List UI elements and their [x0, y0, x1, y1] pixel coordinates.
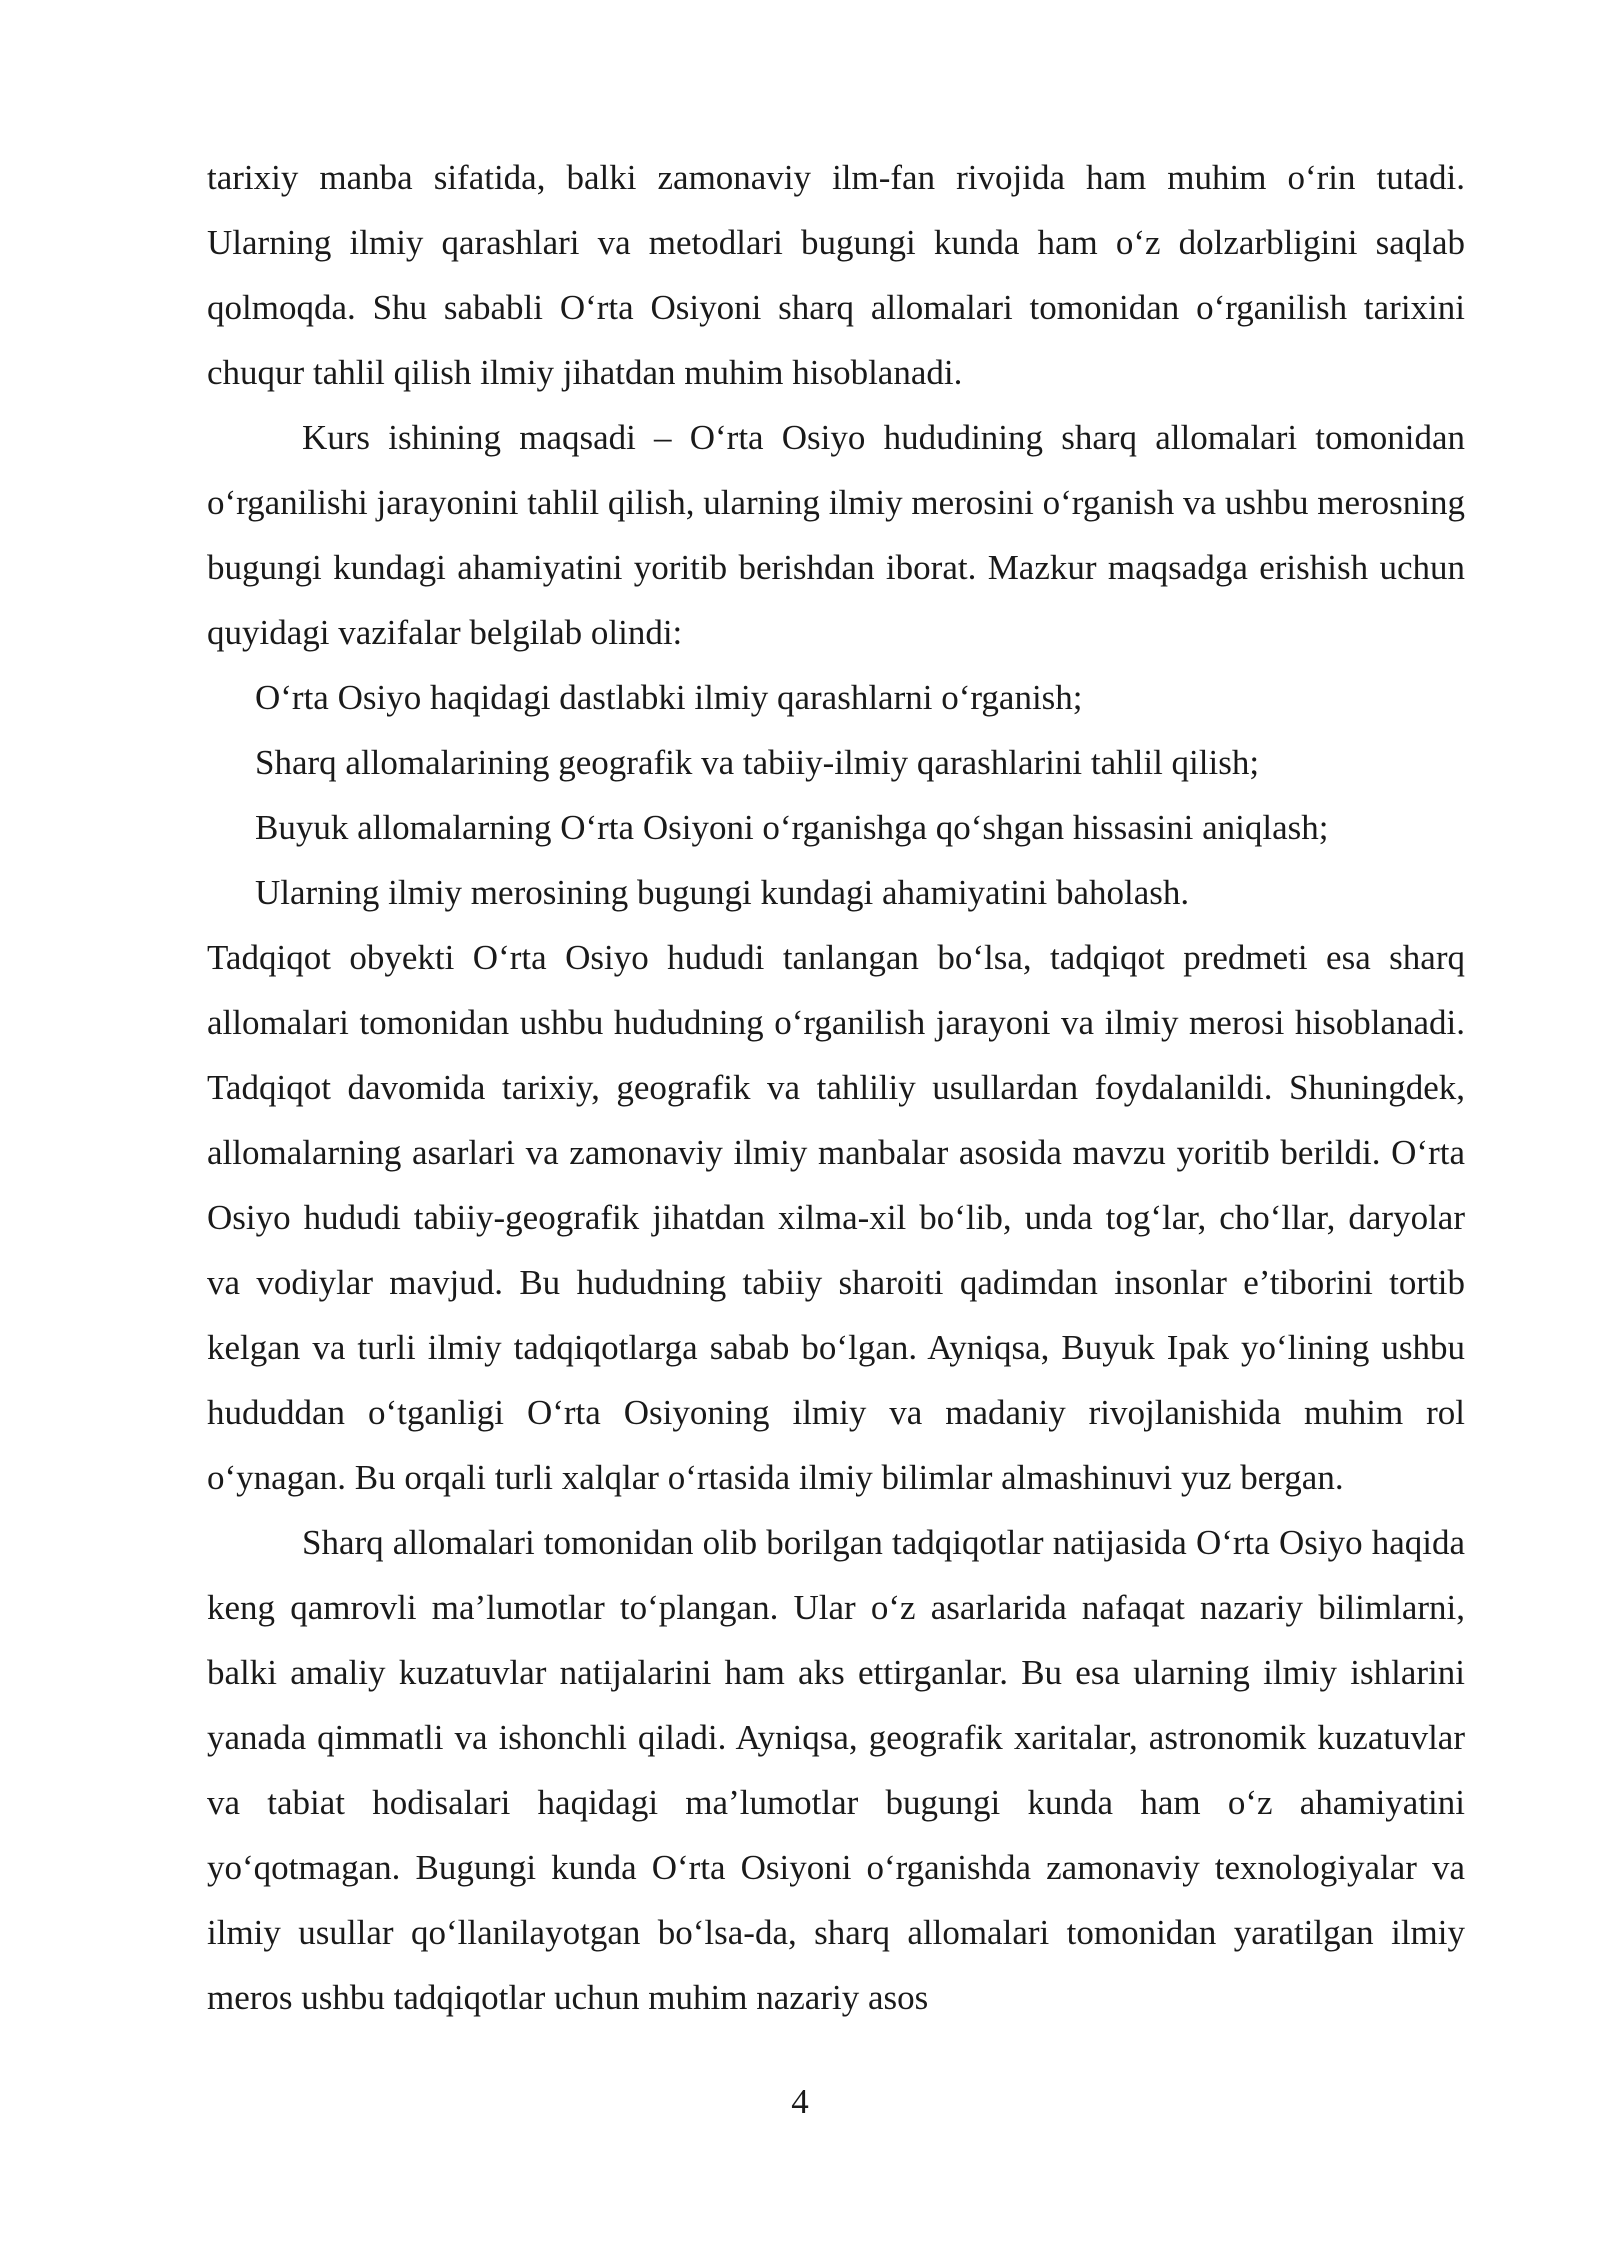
task-list-item: Ularning ilmiy merosining bugungi kundagi ahamiyatini baholash. [255, 873, 1190, 912]
task-list-item: Sharq allomalarining geografik va tabiiy-ilmiy qarashlarini tahlil qilish; [255, 743, 1260, 782]
page-number: 4 [791, 2082, 809, 2121]
task-list-item: O‘rta Osiyo haqidagi dastlabki ilmiy qarashlarni o‘rganish; [255, 678, 1083, 717]
paragraph-purpose: Kurs ishining maqsadi – O‘rta Osiyo hududining sharq allomalari tomonidan o‘rganilishi jarayonini tahlil qilish, ularning ilmiy merosini o‘rganish va ushbu merosning bugungi kundagi ahamiyatini yoritib berishdan iborat. Mazkur maqsadga erishish uchun quyidagi vazifalar belgilab olindi: [207, 418, 1465, 652]
paragraph-research-results: Sharq allomalari tomonidan olib borilgan tadqiqotlar natijasida O‘rta Osiyo haqida keng qamrovli ma’lumotlar to‘plangan. Ular o‘z asarlarida nafaqat nazariy bilimlarni, balki amaliy kuzatuvlar natijalarini ham aks ettirganlar. Bu esa ularning ilmiy ishlarini yanada qimmatli va ishonchli qiladi. Ayniqsa, geografik xaritalar, astronomik kuzatuvlar va tabiat hodisalari haqidagi ma’lumotlar bugungi kunda ham o‘z ahamiyatini yo‘qotmagan. Bugungi kunda O‘rta Osiyoni o‘rganishda zamonaviy texnologiyalar va ilmiy usullar qo‘llanilayotgan bo‘lsa-da, sharq allomalari tomonidan yaratilgan ilmiy meros ushbu tadqiqotlar uchun muhim nazariy asos [207, 1523, 1465, 2017]
paragraph-continuation: tarixiy manba sifatida, balki zamonaviy ilm-fan rivojida ham muhim o‘rin tutadi. Ularning ilmiy qarashlari va metodlari bugungi kunda ham o‘z dolzarbligini saqlab qolmoqda. Shu sababli O‘rta Osiyoni sharq allomalari tomonidan o‘rganilish tarixini chuqur tahlil qilish ilmiy jihatdan muhim hisoblanadi. [207, 158, 1465, 392]
task-list-item: Buyuk allomalarning O‘rta Osiyoni o‘rganishga qo‘shgan hissasini aniqlash; [255, 808, 1329, 847]
paragraph-research-object: Tadqiqot obyekti O‘rta Osiyo hududi tanlangan bo‘lsa, tadqiqot predmeti esa sharq allomalari tomonidan ushbu hududning o‘rganilish jarayoni va ilmiy merosi hisoblanadi. Tadqiqot davomida tarixiy, geografik va tahliliy usullardan foydalanildi. Shuningdek, allomalarning asarlari va zamonaviy ilmiy manbalar asosida mavzu yoritib berildi. O‘rta Osiyo hududi tabiiy-geografik jihatdan xilma-xil bo‘lib, unda tog‘lar, cho‘llar, daryolar va vodiylar mavjud. Bu hududning tabiiy sharoiti qadimdan insonlar e’tiborini tortib kelgan va turli ilmiy tadqiqotlarga sabab bo‘lgan. Ayniqsa, Buyuk Ipak yo‘lining ushbu hududdan o‘tganligi O‘rta Osiyoning ilmiy va madaniy rivojlanishida muhim rol o‘ynagan. Bu orqali turli xalqlar o‘rtasida ilmiy bilimlar almashinuvi yuz bergan. [207, 938, 1465, 1497]
body-text [207, 145, 1465, 2030]
